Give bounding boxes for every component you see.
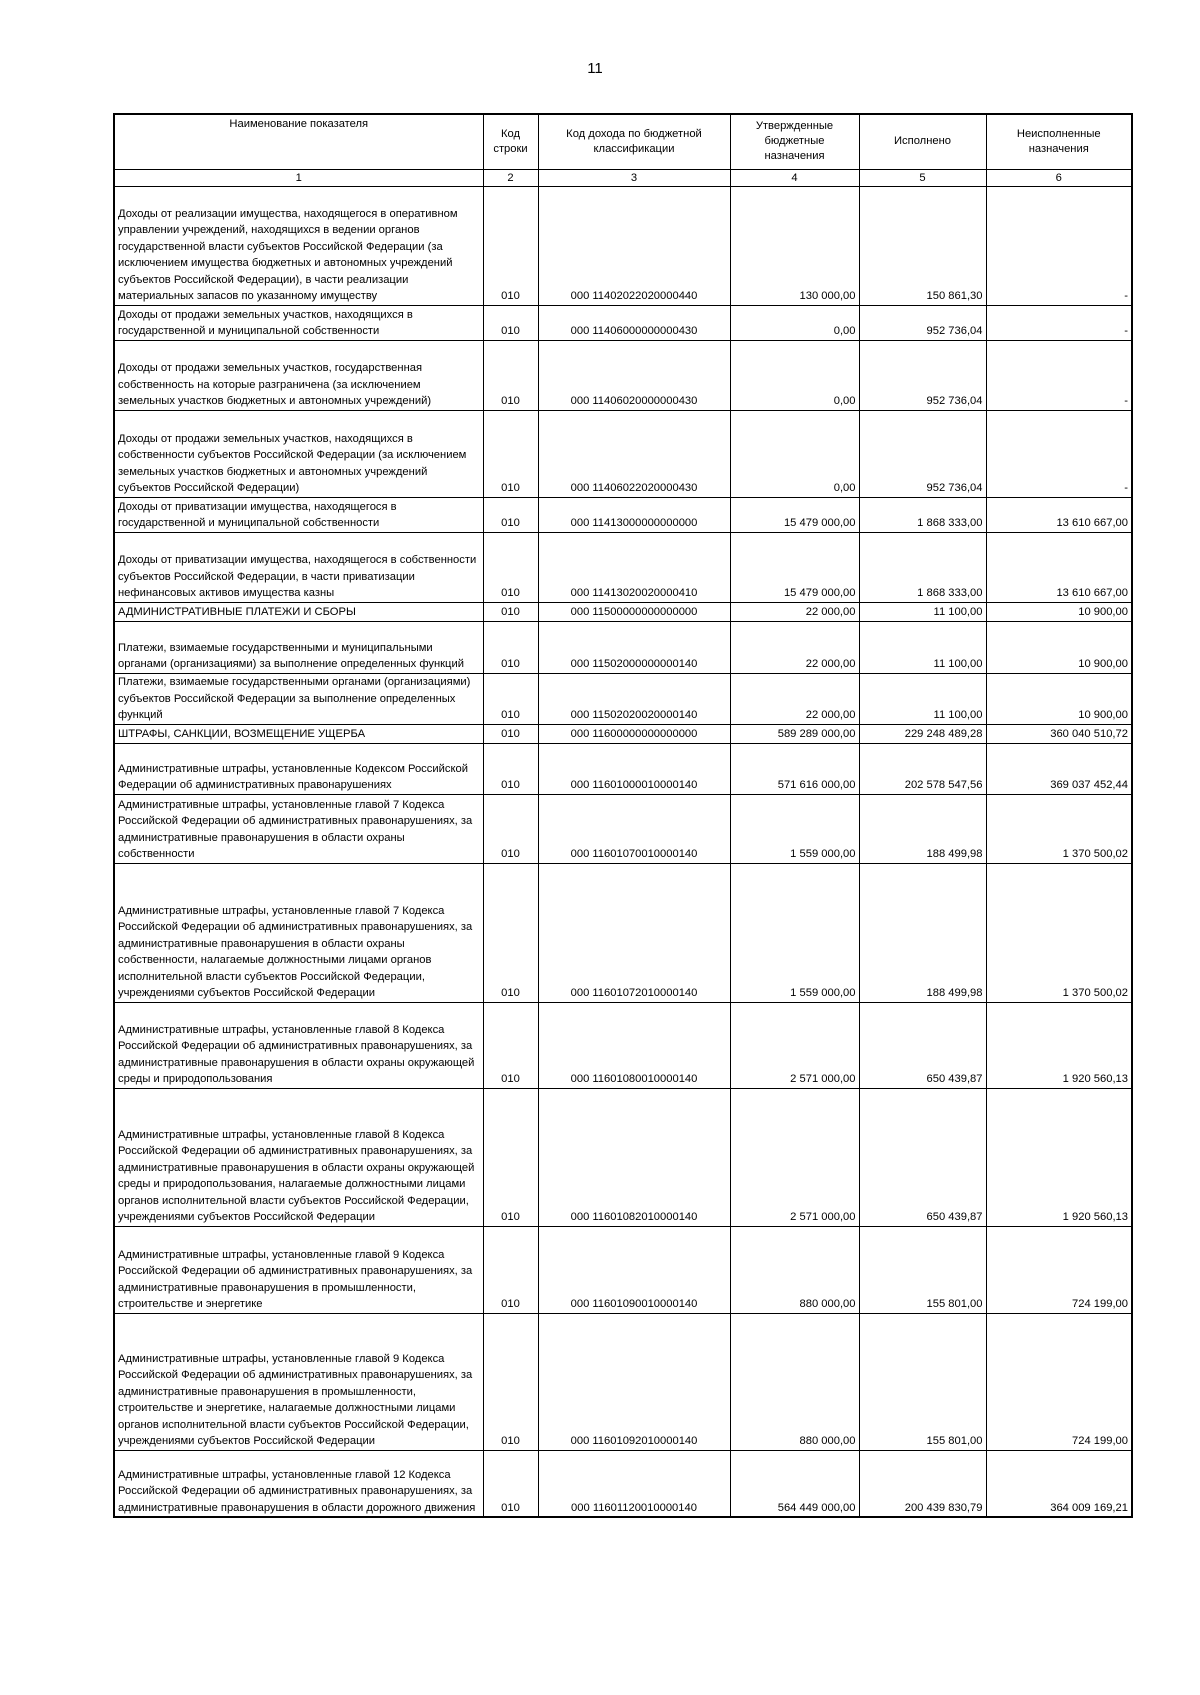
indicator-name: Платежи, взимаемые государственными органами (организациями) субъектов Российской Федерации за выполнение определенных функций xyxy=(114,673,483,724)
header-line-code: Код строки xyxy=(483,114,538,169)
line-code: 010 xyxy=(483,1226,538,1313)
table-row xyxy=(114,602,1132,621)
indicator-name: Административные штрафы, установленные главой 9 Кодекса Российской Федерации об административных правонарушениях, за административные правонарушения в промышленности, строительстве и энергетике xyxy=(114,1226,483,1313)
indicator-name: АДМИНИСТРАТИВНЫЕ ПЛАТЕЖИ И СБОРЫ xyxy=(114,602,483,621)
unexecuted-amount: - xyxy=(986,410,1132,497)
approved-amount: 880 000,00 xyxy=(730,1313,859,1450)
revenue-code: 000 11600000000000000 xyxy=(538,724,730,743)
table-row xyxy=(114,743,1132,794)
revenue-code: 000 11601092010000140 xyxy=(538,1313,730,1450)
executed-amount: 11 100,00 xyxy=(859,602,986,621)
line-code: 010 xyxy=(483,673,538,724)
revenue-code: 000 11502020020000140 xyxy=(538,673,730,724)
executed-amount: 202 578 547,56 xyxy=(859,743,986,794)
revenue-code: 000 11406022020000430 xyxy=(538,410,730,497)
approved-amount: 15 479 000,00 xyxy=(730,532,859,602)
approved-amount: 15 479 000,00 xyxy=(730,497,859,532)
unexecuted-amount: 360 040 510,72 xyxy=(986,724,1132,743)
indicator-name: Административные штрафы, установленные главой 8 Кодекса Российской Федерации об административных правонарушениях, за административные правонарушения в области охраны окружающей среды и природопользования xyxy=(114,1002,483,1088)
executed-amount: 1 868 333,00 xyxy=(859,532,986,602)
table-row xyxy=(114,532,1132,602)
line-code: 010 xyxy=(483,340,538,410)
approved-amount: 22 000,00 xyxy=(730,621,859,673)
revenue-code: 000 11500000000000000 xyxy=(538,602,730,621)
line-code: 010 xyxy=(483,186,538,305)
unexecuted-amount: 10 900,00 xyxy=(986,602,1132,621)
indicator-name: Административные штрафы, установленные главой 7 Кодекса Российской Федерации об административных правонарушениях, за административные правонарушения в области охраны собственности, налагаемые должностными лицами органов исполнительной власти субъектов Российской Федерации, учреждениями субъектов Российской Федерации xyxy=(114,863,483,1002)
unexecuted-amount: - xyxy=(986,305,1132,340)
approved-amount: 564 449 000,00 xyxy=(730,1450,859,1517)
line-code: 010 xyxy=(483,724,538,743)
header-executed: Исполнено xyxy=(859,114,986,169)
line-code: 010 xyxy=(483,1002,538,1088)
header-unexecuted: Неисполненные назначения xyxy=(986,114,1132,169)
approved-amount: 1 559 000,00 xyxy=(730,794,859,863)
page-number: 11 xyxy=(587,60,603,77)
unexecuted-amount: 1 370 500,02 xyxy=(986,863,1132,1002)
indicator-name: Доходы от приватизации имущества, находящегося в собственности субъектов Российской Федерации, в части приватизации нефинансовых активов имущества казны xyxy=(114,532,483,602)
revenue-code: 000 11601090010000140 xyxy=(538,1226,730,1313)
column-number: 5 xyxy=(859,169,986,186)
line-code: 010 xyxy=(483,532,538,602)
table-row xyxy=(114,1450,1132,1517)
unexecuted-amount: 10 900,00 xyxy=(986,621,1132,673)
approved-amount: 571 616 000,00 xyxy=(730,743,859,794)
executed-amount: 155 801,00 xyxy=(859,1313,986,1450)
executed-amount: 952 736,04 xyxy=(859,305,986,340)
executed-amount: 150 861,30 xyxy=(859,186,986,305)
revenue-code: 000 11601120010000140 xyxy=(538,1450,730,1517)
executed-amount: 650 439,87 xyxy=(859,1002,986,1088)
executed-amount: 155 801,00 xyxy=(859,1226,986,1313)
revenue-code: 000 11601070010000140 xyxy=(538,794,730,863)
line-code: 010 xyxy=(483,1088,538,1226)
unexecuted-amount: 1 370 500,02 xyxy=(986,794,1132,863)
revenue-code: 000 11601000010000140 xyxy=(538,743,730,794)
revenue-code: 000 11601080010000140 xyxy=(538,1002,730,1088)
revenue-code: 000 11413020020000410 xyxy=(538,532,730,602)
revenue-code: 000 11601082010000140 xyxy=(538,1088,730,1226)
header-indicator-name: Наименование показателя xyxy=(114,114,483,169)
approved-amount: 589 289 000,00 xyxy=(730,724,859,743)
column-number: 2 xyxy=(483,169,538,186)
column-number: 6 xyxy=(986,169,1132,186)
approved-amount: 1 559 000,00 xyxy=(730,863,859,1002)
indicator-name: ШТРАФЫ, САНКЦИИ, ВОЗМЕЩЕНИЕ УЩЕРБА xyxy=(114,724,483,743)
executed-amount: 229 248 489,28 xyxy=(859,724,986,743)
indicator-name: Административные штрафы, установленные главой 9 Кодекса Российской Федерации об административных правонарушениях, за административные правонарушения в промышленности, строительстве и энергетике, налагаемые должностными лицами органов исполнительной власти субъектов Российской Федерации, учреждениями субъектов Российской Федерации xyxy=(114,1313,483,1450)
indicator-name: Платежи, взимаемые государственными и муниципальными органами (организациями) за выполнение определенных функций xyxy=(114,621,483,673)
indicator-name: Административные штрафы, установленные Кодексом Российской Федерации об административных правонарушениях xyxy=(114,743,483,794)
table-row xyxy=(114,186,1132,305)
line-code: 010 xyxy=(483,602,538,621)
table-row xyxy=(114,1226,1132,1313)
revenue-code: 000 11406000000000430 xyxy=(538,305,730,340)
table-row xyxy=(114,621,1132,673)
line-code: 010 xyxy=(483,305,538,340)
executed-amount: 1 868 333,00 xyxy=(859,497,986,532)
indicator-name: Доходы от продажи земельных участков, государственная собственность на которые разграничена (за исключением земельных участков бюджетных и автономных учреждений) xyxy=(114,340,483,410)
revenue-code: 000 11502000000000140 xyxy=(538,621,730,673)
revenue-code: 000 11413000000000000 xyxy=(538,497,730,532)
unexecuted-amount: 369 037 452,44 xyxy=(986,743,1132,794)
approved-amount: 0,00 xyxy=(730,410,859,497)
executed-amount: 650 439,87 xyxy=(859,1088,986,1226)
column-number: 3 xyxy=(538,169,730,186)
budget-revenue-table xyxy=(113,113,1133,1518)
indicator-name: Административные штрафы, установленные главой 8 Кодекса Российской Федерации об административных правонарушениях, за административные правонарушения в области охраны окружающей среды и природопользования, налагаемые должностными лицами органов исполнительной власти субъектов Российской Федерации, учреждениями субъектов Российской Федерации xyxy=(114,1088,483,1226)
column-number: 1 xyxy=(114,169,483,186)
approved-amount: 2 571 000,00 xyxy=(730,1088,859,1226)
unexecuted-amount: 1 920 560,13 xyxy=(986,1088,1132,1226)
unexecuted-amount: 1 920 560,13 xyxy=(986,1002,1132,1088)
line-code: 010 xyxy=(483,863,538,1002)
line-code: 010 xyxy=(483,410,538,497)
approved-amount: 0,00 xyxy=(730,305,859,340)
unexecuted-amount: 724 199,00 xyxy=(986,1226,1132,1313)
unexecuted-amount: 724 199,00 xyxy=(986,1313,1132,1450)
executed-amount: 11 100,00 xyxy=(859,621,986,673)
table-row xyxy=(114,305,1132,340)
line-code: 010 xyxy=(483,1450,538,1517)
approved-amount: 22 000,00 xyxy=(730,602,859,621)
indicator-name: Доходы от продажи земельных участков, находящихся в собственности субъектов Российской Федерации (за исключением земельных участков бюджетных и автономных учреждений субъектов Российской Федерации) xyxy=(114,410,483,497)
column-number-row xyxy=(114,169,1132,186)
table-header-row xyxy=(114,114,1132,169)
approved-amount: 22 000,00 xyxy=(730,673,859,724)
table-row xyxy=(114,340,1132,410)
header-approved: Утвержденные бюджетные назначения xyxy=(730,114,859,169)
unexecuted-amount: 364 009 169,21 xyxy=(986,1450,1132,1517)
table-row xyxy=(114,1313,1132,1450)
indicator-name: Доходы от продажи земельных участков, находящихся в государственной и муниципальной собственности xyxy=(114,305,483,340)
indicator-name: Административные штрафы, установленные главой 12 Кодекса Российской Федерации об административных правонарушениях, за административные правонарушения в области дорожного движения xyxy=(114,1450,483,1517)
executed-amount: 952 736,04 xyxy=(859,410,986,497)
executed-amount: 952 736,04 xyxy=(859,340,986,410)
revenue-code: 000 11402022020000440 xyxy=(538,186,730,305)
executed-amount: 11 100,00 xyxy=(859,673,986,724)
indicator-name: Доходы от приватизации имущества, находящегося в государственной и муниципальной собственности xyxy=(114,497,483,532)
approved-amount: 0,00 xyxy=(730,340,859,410)
line-code: 010 xyxy=(483,497,538,532)
unexecuted-amount: 13 610 667,00 xyxy=(986,532,1132,602)
line-code: 010 xyxy=(483,743,538,794)
unexecuted-amount: - xyxy=(986,186,1132,305)
line-code: 010 xyxy=(483,794,538,863)
unexecuted-amount: 10 900,00 xyxy=(986,673,1132,724)
table-row xyxy=(114,1088,1132,1226)
table-row xyxy=(114,497,1132,532)
revenue-code: 000 11406020000000430 xyxy=(538,340,730,410)
executed-amount: 188 499,98 xyxy=(859,863,986,1002)
column-number: 4 xyxy=(730,169,859,186)
line-code: 010 xyxy=(483,621,538,673)
approved-amount: 2 571 000,00 xyxy=(730,1002,859,1088)
unexecuted-amount: - xyxy=(986,340,1132,410)
line-code: 010 xyxy=(483,1313,538,1450)
table-row xyxy=(114,1002,1132,1088)
table-row xyxy=(114,794,1132,863)
indicator-name: Административные штрафы, установленные главой 7 Кодекса Российской Федерации об административных правонарушениях, за административные правонарушения в области охраны собственности xyxy=(114,794,483,863)
indicator-name: Доходы от реализации имущества, находящегося в оперативном управлении учреждений, находящихся в ведении органов государственной власти субъектов Российской Федерации (за исключением имущества бюджетных и автономных учреждений субъектов Российской Федерации), в части реализации материальных запасов по указанному имуществу xyxy=(114,186,483,305)
table-row xyxy=(114,673,1132,724)
approved-amount: 880 000,00 xyxy=(730,1226,859,1313)
unexecuted-amount: 13 610 667,00 xyxy=(986,497,1132,532)
executed-amount: 188 499,98 xyxy=(859,794,986,863)
revenue-code: 000 11601072010000140 xyxy=(538,863,730,1002)
table-row xyxy=(114,863,1132,1002)
executed-amount: 200 439 830,79 xyxy=(859,1450,986,1517)
table-row xyxy=(114,410,1132,497)
approved-amount: 130 000,00 xyxy=(730,186,859,305)
table-row xyxy=(114,724,1132,743)
header-revenue-code: Код дохода по бюджетной классификации xyxy=(538,114,730,169)
